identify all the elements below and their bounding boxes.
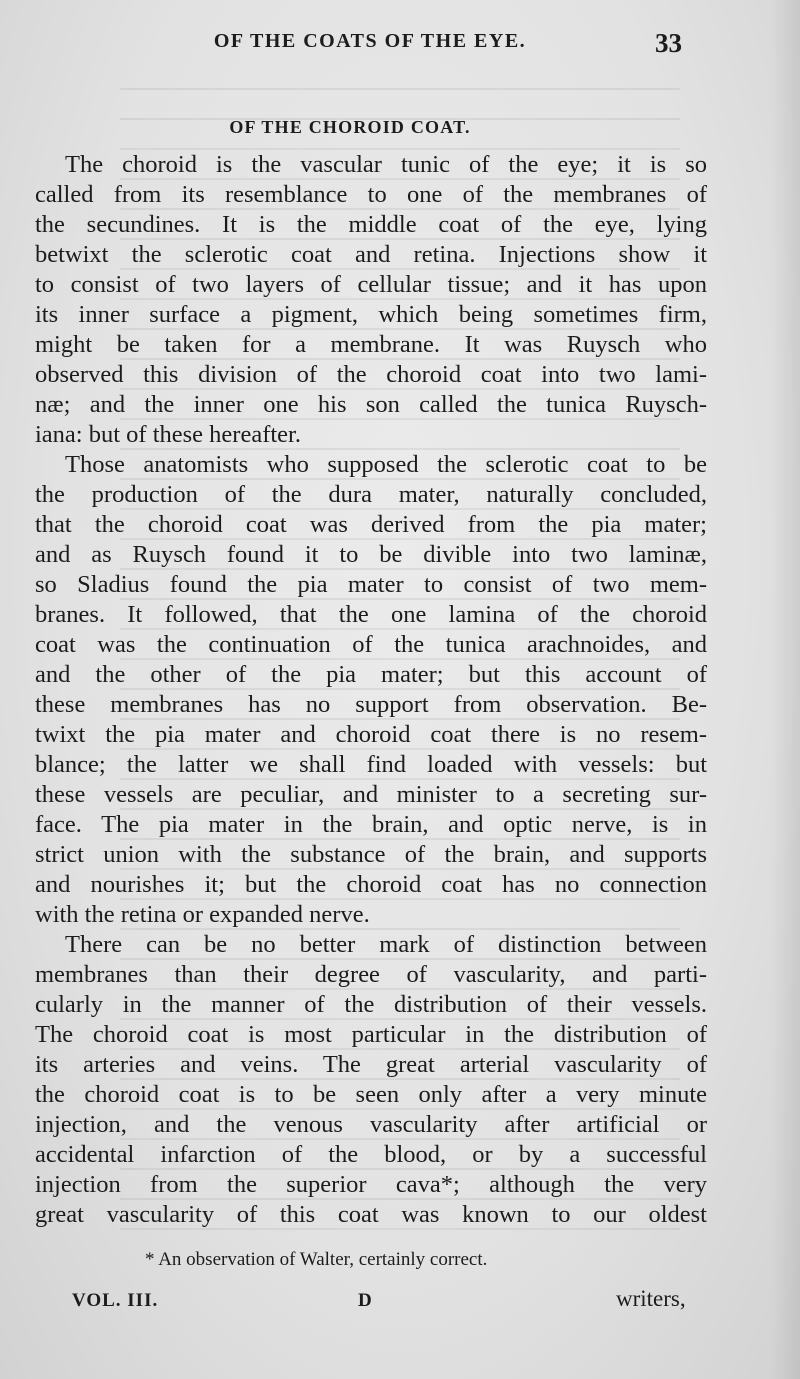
text-line: with the retina or expanded nerve. (35, 901, 370, 928)
text-line: observed this division of the choroid coat into two lami- (35, 361, 707, 388)
text-line: cularly in the manner of the distribution of their vessels. (35, 991, 707, 1018)
text-line: that the choroid coat was derived from the pia mater; (35, 511, 707, 538)
body-text (35, 150, 707, 1230)
text-line: these vessels are peculiar, and minister to a secreting sur- (35, 781, 707, 808)
text-line: these membranes has no support from observation. Be- (35, 691, 707, 718)
text-line: and as Ruysch found it to be divible into two laminæ, (35, 541, 707, 568)
text-line: iana: but of these hereafter. (35, 421, 301, 448)
running-head: OF THE COATS OF THE EYE. (213, 30, 527, 52)
text-line: betwixt the sclerotic coat and retina. Injections show it (35, 241, 707, 268)
text-line: blance; the latter we shall find loaded with vessels: but (35, 751, 707, 778)
signature-mark: D (358, 1290, 372, 1311)
text-line: great vascularity of this coat was known to our oldest (35, 1201, 707, 1228)
text-line: twixt the pia mater and choroid coat there is no resem- (35, 721, 707, 748)
text-line: its inner surface a pigment, which being sometimes firm, (35, 301, 707, 328)
page-number: 33 (655, 28, 682, 58)
footnote: * An observation of Walter, certainly correct. (145, 1249, 488, 1270)
volume-label: VOL. III. (72, 1290, 159, 1311)
text-line: næ; and the inner one his son called the tunica Ruysch- (35, 391, 707, 418)
page-edge-shadow (770, 0, 800, 1379)
text-line: injection, and the venous vascularity after artificial or (35, 1111, 707, 1138)
text-line: The choroid coat is most particular in the distribution of (35, 1021, 707, 1048)
text-line: the secundines. It is the middle coat of the eye, lying (35, 211, 707, 238)
text-line: injection from the superior cava*; although the very (35, 1171, 707, 1198)
text-line: to consist of two layers of cellular tissue; and it has upon (35, 271, 707, 298)
text-line: The choroid is the vascular tunic of the eye; it is so (65, 151, 707, 178)
text-line: There can be no better mark of distinction between (65, 931, 707, 958)
text-line: strict union with the substance of the brain, and supports (35, 841, 707, 868)
text-line: accidental infarction of the blood, or by a successful (35, 1141, 707, 1168)
text-line: membranes than their degree of vascularity, and parti- (35, 961, 707, 988)
section-heading: OF THE CHOROID COAT. (229, 117, 471, 137)
text-line: called from its resemblance to one of the membranes of (35, 181, 707, 208)
text-line: so Sladius found the pia mater to consist of two mem- (35, 571, 707, 598)
text-line: and the other of the pia mater; but this account of (35, 661, 707, 688)
text-line: face. The pia mater in the brain, and optic nerve, is in (35, 811, 707, 838)
text-line: the production of the dura mater, naturally concluded, (35, 481, 707, 508)
text-line: might be taken for a membrane. It was Ruysch who (35, 331, 707, 358)
text-line: Those anatomists who supposed the sclerotic coat to be (65, 451, 707, 478)
text-line: and nourishes it; but the choroid coat has no connection (35, 871, 707, 898)
text-line: coat was the continuation of the tunica arachnoides, and (35, 631, 707, 658)
text-line: branes. It followed, that the one lamina of the choroid (35, 601, 707, 628)
text-line: the choroid coat is to be seen only after a very minute (35, 1081, 707, 1108)
text-line: its arteries and veins. The great arterial vascularity of (35, 1051, 707, 1078)
catchword: writers, (616, 1286, 686, 1311)
